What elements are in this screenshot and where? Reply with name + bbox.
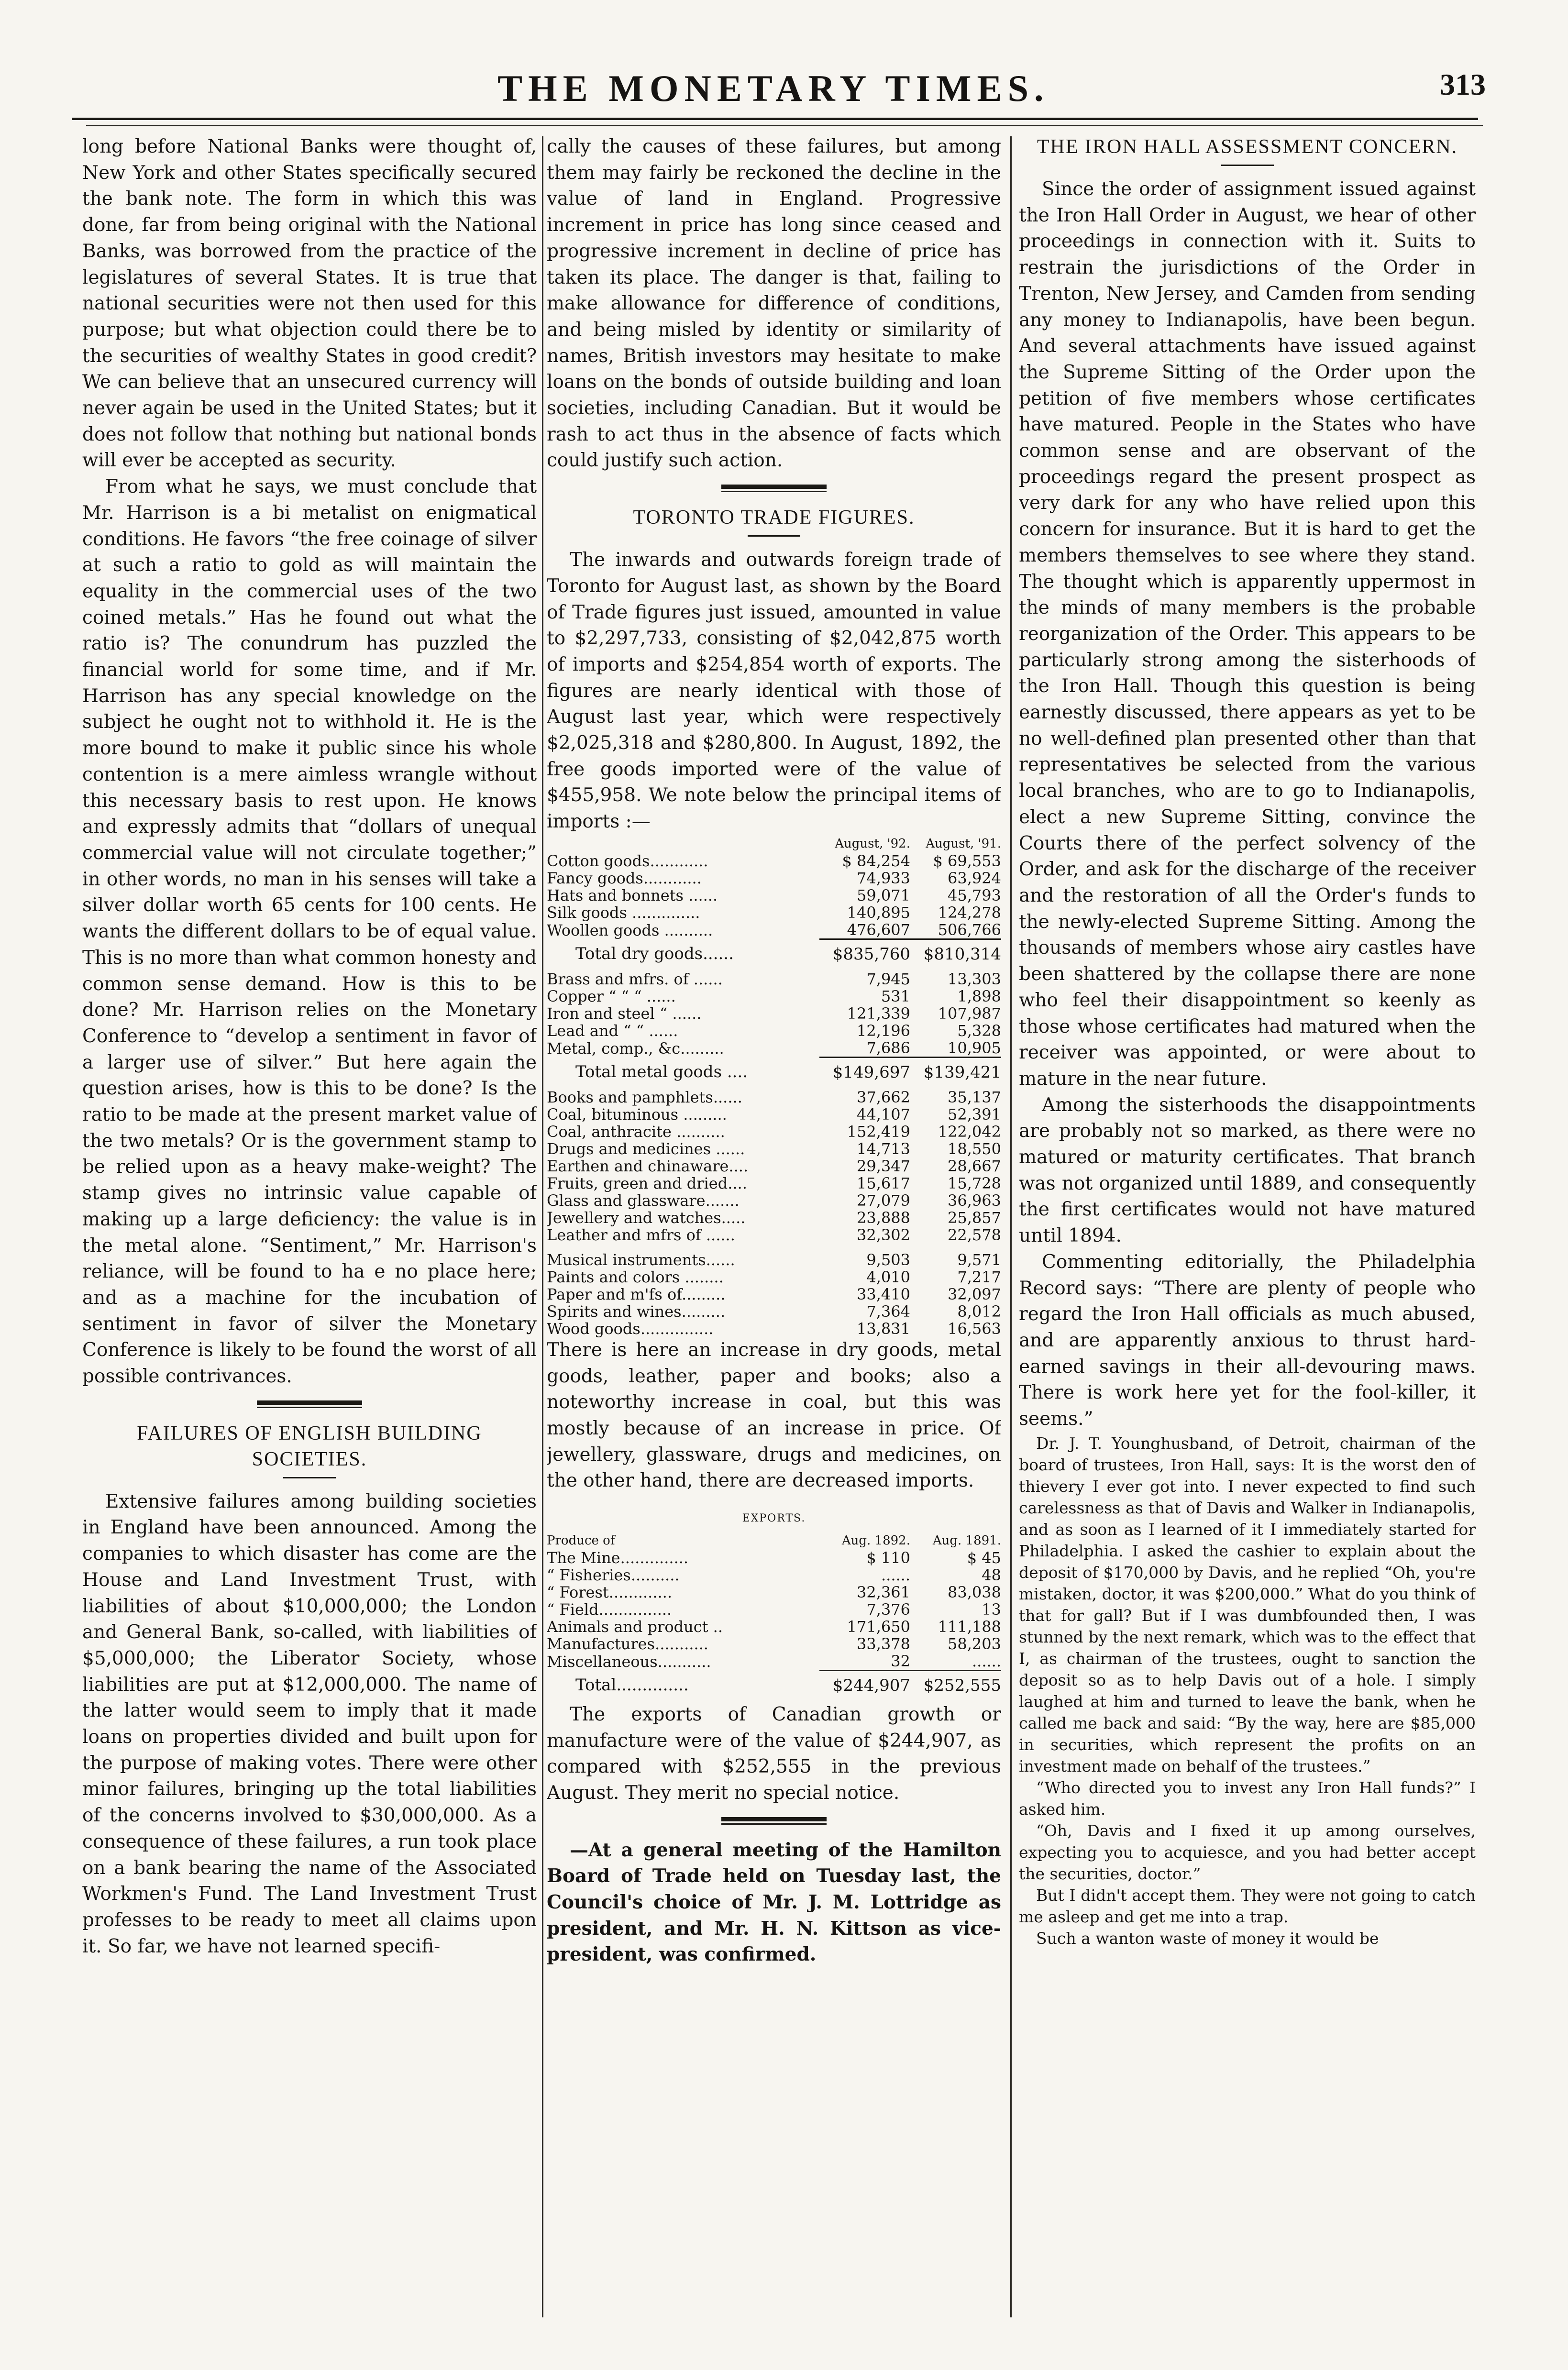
row-value: ...... xyxy=(972,1652,1001,1670)
row-label: Paper and m'fs of......... xyxy=(547,1285,726,1303)
row-value: 506,766 xyxy=(938,920,1001,939)
heading-rule xyxy=(748,535,800,537)
paragraph: Extensive failures among building societies in England have been announced. Among the companies to which disaster has come are the House and Land Investment Trust, with liabilities of about $10,000,000; the London and General Bank, so-called, with liabilities of $5,000,000; the Liberator Society, whose liabilities are put at $12,000,000. The name of the latter would seem to imply that it made loans on properties divided and built upon for the purpose of making votes. There were other minor failures, bringing up the total liabilities of the concerns involved to $30,000,000. As a consequence of these failures, a run took place on a bank bearing the name of the Associated Workmen's Fund. The Land Investment Trust professes to be ready to meet all claims upon it. So far, we have not learned specifi- xyxy=(82,1490,537,1957)
header-rule-thin xyxy=(86,125,1483,126)
row-value: 23,888 xyxy=(857,1208,910,1227)
row-value: 7,376 xyxy=(866,1600,910,1619)
row-label: Total.............. xyxy=(575,1676,689,1695)
table-row xyxy=(547,1303,1001,1320)
row-value: 15,617 xyxy=(857,1174,910,1192)
table-header-row xyxy=(547,835,1001,852)
section-separator-thin xyxy=(257,1407,362,1408)
table-row xyxy=(547,1005,1001,1022)
row-label: Jewellery and watches..... xyxy=(547,1208,746,1227)
table-row xyxy=(547,1549,1001,1566)
row-value: 13 xyxy=(982,1600,1001,1619)
page-number: 313 xyxy=(1440,67,1486,101)
total-row xyxy=(547,1670,1001,1702)
column-1 xyxy=(82,134,537,2315)
quotation-block xyxy=(1019,1433,1476,1949)
row-label: Miscellaneous........... xyxy=(547,1652,711,1671)
row-label: Iron and steel “ ...... xyxy=(547,1004,702,1023)
row-label: Musical instruments...... xyxy=(547,1250,735,1269)
row-value: 48 xyxy=(982,1565,1001,1584)
row-label: Coal, anthracite .......... xyxy=(547,1122,725,1141)
paragraph: Since the order of assignment issued against the Iron Hall Order in August, we hear of other proceedings in connection with it. Suits to restrain the jurisdictions of the Order in Trenton, New Jersey, and Camden from sending any money to Indianapolis, have been begun. And several attachments have issued against the Supreme Sitting of the Order upon the petition of five members whose certificates have matured. People in the States who have common sense and are observant of the proceedings regard the present prospect as very dark for any who have relied upon this concern for insurance. But it is hard to get the members themselves to see where they stand. The thought which is apparently uppermost in the minds of many members is the probable reorganization of the Order. This appears to be particularly strong among the sisterhoods of the Iron Hall. Though this question is being earnestly discussed, there appears as yet to be no well-defined plan presented other than that representatives be selected from the various local branches, who are to go to Indianapolis, elect a new Supreme Sitting, convince the Courts there of the perfect solvency of the Order, and ask for the discharge of the receiver and the restoration of all the Order's funds to the newly-elected Supreme Sitting. Among the thousands of members whose airy castles have been shattered by the collapse there are none who feel their disappointment so keenly as those whose certificates had matured when the receiver was appointed, or were about to mature in the near future. xyxy=(1019,178,1476,1090)
row-value: 124,278 xyxy=(938,903,1001,922)
table-row xyxy=(547,852,1001,870)
section-heading: FAILURES OF ENGLISH BUILDING SOCIETIES. xyxy=(137,1422,482,1470)
publication-title: THE MONETARY TIMES. xyxy=(497,67,1049,109)
row-value: 122,042 xyxy=(938,1122,1001,1141)
row-value: 531 xyxy=(881,987,910,1005)
quote-paragraph: But I didn't accept them. They were not going to catch me asleep and get me into a trap. xyxy=(1019,1885,1476,1926)
row-label: Drugs and medicines ...... xyxy=(547,1139,745,1158)
row-value: 33,378 xyxy=(857,1634,910,1653)
table-row xyxy=(547,1584,1001,1601)
table-row xyxy=(547,887,1001,904)
row-value: 52,391 xyxy=(948,1105,1001,1124)
row-value: 36,963 xyxy=(948,1191,1001,1210)
table-row xyxy=(547,1286,1001,1303)
column-2 xyxy=(547,134,1001,2315)
paragraph: The inwards and outwards foreign trade of Toronto for August last, as shown by the Board of Trade figures just issued, amounted in value to $2,297,733, consisting of $2,042,875 worth of imports and $254,854 worth of exports. The figures are nearly identical with those of August last year, which were respectively $2,025,318 and $280,800. In August, 1892, the free goods imported were of the value of $455,958. We note below the principal items of imports :— xyxy=(547,549,1001,833)
row-label: “ Fisheries.......... xyxy=(547,1565,680,1584)
column-header: August, '91. xyxy=(926,836,1001,851)
table-row xyxy=(547,1140,1001,1157)
table-row xyxy=(547,1653,1001,1671)
column-header: August, '92. xyxy=(835,836,910,851)
row-value: ...... xyxy=(881,1565,910,1584)
row-label: Metal, comp., &c......... xyxy=(547,1039,724,1058)
row-value: 74,933 xyxy=(857,869,910,887)
quote-paragraph: Such a wanton waste of money it would be xyxy=(1036,1929,1379,1948)
section-separator xyxy=(257,1400,362,1405)
row-value: 7,686 xyxy=(866,1038,910,1057)
column-divider-1 xyxy=(542,136,543,2317)
row-value: $835,760 xyxy=(819,939,910,970)
row-value: $ 84,254 xyxy=(842,851,910,870)
row-label: Manufactures........... xyxy=(547,1634,708,1653)
row-label: Fancy goods............ xyxy=(547,869,702,887)
table-row xyxy=(547,1106,1001,1123)
row-value: 37,662 xyxy=(857,1088,910,1106)
row-label: Earthen and chinaware.... xyxy=(547,1157,749,1175)
row-value: $139,421 xyxy=(910,1057,1001,1089)
column-header: Produce of xyxy=(547,1533,615,1548)
total-row xyxy=(547,939,1001,970)
row-value: 8,012 xyxy=(957,1302,1001,1321)
section-separator-thin xyxy=(721,491,827,492)
row-value: $244,907 xyxy=(819,1670,910,1702)
row-label: “ Field............... xyxy=(547,1600,672,1619)
exports-table xyxy=(547,1532,1001,1702)
exports-title: EXPORTS. xyxy=(742,1512,806,1525)
row-label: Hats and bonnets ...... xyxy=(547,886,718,904)
row-label: Animals and product .. xyxy=(547,1617,723,1636)
row-value: 107,987 xyxy=(938,1004,1001,1023)
row-value: 5,328 xyxy=(957,1021,1001,1040)
row-value: $ 110 xyxy=(866,1548,910,1567)
paragraph: long before National Banks were thought of, New York and other States specifically secured the bank note. The form in which this was done, far from being original with the National Banks, was borrowed from the practice of the legislatures of several States. It is true that national securities were not then used for this purpose; but what objection could there be to the securities of wealthy States in good credit? We can believe that an unsecured currency will never again be used in the United States; but it does not follow that nothing but national bonds will ever be accepted as security. xyxy=(82,136,537,472)
news-item: —At a general meeting of the Hamilton Board of Trade held on Tuesday last, the Council's choice of Mr. J. M. Lottridge as president, and Mr. H. N. Kittson as vice-president, was confirmed. xyxy=(547,1839,1001,1966)
header-rule-thick xyxy=(72,118,1478,120)
row-value: $ 45 xyxy=(967,1548,1001,1567)
table-row xyxy=(547,1192,1001,1209)
row-value: $149,697 xyxy=(819,1057,910,1089)
row-value: 9,571 xyxy=(957,1250,1001,1269)
row-value: 32,361 xyxy=(857,1583,910,1601)
quote-paragraph: “Oh, Davis and I fixed it up among ourselves, expecting you to acquiesce, and you had better accept the securities, doctor.” xyxy=(1019,1821,1476,1883)
table-row xyxy=(547,1175,1001,1192)
row-value: 35,137 xyxy=(948,1088,1001,1106)
row-label: Copper “ “ “ ...... xyxy=(547,987,676,1005)
row-value: 140,895 xyxy=(847,903,910,922)
table-row xyxy=(547,1123,1001,1140)
table-row xyxy=(547,904,1001,921)
paragraph: There is here an increase in dry goods, metal goods, leather, paper and books; also a noteworthy increase in coal, but this was mostly because of an increase in price. Of jewellery, glassware, drugs and medicines, on the other hand, there are decreased imports. xyxy=(547,1339,1001,1492)
table-row xyxy=(547,1089,1001,1106)
row-value: 7,364 xyxy=(866,1302,910,1321)
row-value: 32,302 xyxy=(857,1225,910,1244)
table-row xyxy=(547,1268,1001,1286)
row-value: 7,945 xyxy=(866,970,910,988)
row-value: 45,793 xyxy=(948,886,1001,904)
masthead xyxy=(0,0,1568,110)
quote-paragraph: Dr. J. T. Younghusband, of Detroit, chairman of the board of trustees, Iron Hall, says: It is the worst den of thievery I ever got into. I never expected to find such carelessness as that of Davis and Walker in Indianapolis, and as soon as I learned of it I immediately started for Philadelphia. I asked the cashier to explain about the deposit of $170,000 by Davis, and he replied “Oh, you're mistaken, doctor, it was $200,000.” What do you think of that for gall? But if I was dumbfounded then, I was stunned by the next remark, which was to the effect that I, as chairman of the trustees, ought to sanction the deposit so as to help Davis out of a hole. I simply laughed at him and turned to leave the bank, when he called me back and said: “By the way, here are $85,000 in securities, which represent the profits on an investment made on behalf of the trustees.” xyxy=(1019,1433,1476,1775)
row-value: 27,079 xyxy=(857,1191,910,1210)
table-row xyxy=(547,1601,1001,1618)
section-separator-thin xyxy=(721,1823,827,1825)
column-header: Aug. 1892. xyxy=(841,1533,910,1548)
row-value: 58,203 xyxy=(948,1634,1001,1653)
row-label: Woollen goods .......... xyxy=(547,921,713,939)
row-value: 121,339 xyxy=(847,1004,910,1023)
row-value: 10,905 xyxy=(948,1038,1001,1057)
row-label: Glass and glassware....... xyxy=(547,1191,740,1210)
row-label: Fruits, green and dried.... xyxy=(547,1174,747,1192)
row-value: 13,831 xyxy=(857,1319,910,1338)
table-row xyxy=(547,1635,1001,1653)
row-value: 32 xyxy=(891,1652,910,1670)
row-value: 44,107 xyxy=(857,1105,910,1124)
table-row xyxy=(547,970,1001,988)
row-value: 476,607 xyxy=(847,920,910,939)
table-row xyxy=(547,1157,1001,1175)
row-value: 171,650 xyxy=(847,1617,910,1636)
column-3 xyxy=(1019,134,1476,2315)
row-value: 111,188 xyxy=(938,1617,1001,1636)
table-row xyxy=(547,1251,1001,1268)
paragraph: From what he says, we must conclude that Mr. Harrison is a bi metalist on enigmatical conditions. He favors “the free coinage of silver at such a ratio to gold as will maintain the equality in the commercial uses of the two coined metals.” Has he found out what the ratio is? The conundrum has puzzled the financial world for some time, and if Mr. Harrison has any special knowledge on the subject he ought not to withhold it. He is the more bound to make it public since his whole contention is a mere aimless wrangle without this necessary basis to rest upon. He knows and expressly admits that “dollars of unequal commercial value will not circulate together;” in other words, no man in his senses will take a silver dollar worth 65 cents for 100 cents. He wants the different dollars to be of equal value. This is no more than what common honesty and common sense demand. How is this to be done? Mr. Harrison relies on the Monetary Conference to “develop a sentiment in favor of a larger use of silver.” But here again the question arises, how is this to be done? Is the ratio to be made at the present market value of the two metals? Or is the government stamp to be relied upon as a heavy make-weight? The stamp gives no intrinsic value capable of making up a large deficiency: the value is in the metal alone. “Sentiment,” Mr. Harrison's reliance, will be found to ha e no place here; and as a machine for the incubation of sentiment in favor of silver the Monetary Conference is likely to be found the worst of all possible contrivances. xyxy=(82,476,537,1388)
row-value: 22,578 xyxy=(948,1225,1001,1244)
table-row xyxy=(547,1320,1001,1337)
row-value: 152,419 xyxy=(847,1122,910,1141)
table-row xyxy=(547,1039,1001,1058)
table-row xyxy=(547,1566,1001,1584)
row-value: 14,713 xyxy=(857,1139,910,1158)
row-value: 83,038 xyxy=(948,1583,1001,1601)
row-value: 32,097 xyxy=(948,1285,1001,1303)
row-label: Wood goods............... xyxy=(547,1319,714,1338)
row-value: 16,563 xyxy=(948,1319,1001,1338)
row-value: $252,555 xyxy=(910,1670,1001,1702)
row-label: Total metal goods .... xyxy=(575,1062,748,1082)
row-value: 15,728 xyxy=(948,1174,1001,1192)
row-label: Silk goods .............. xyxy=(547,903,700,922)
row-value: 18,550 xyxy=(948,1139,1001,1158)
row-value: 63,924 xyxy=(948,869,1001,887)
table-row xyxy=(547,1209,1001,1226)
row-value: 29,347 xyxy=(857,1157,910,1175)
row-value: $ 69,553 xyxy=(933,851,1001,870)
row-value: 33,410 xyxy=(857,1285,910,1303)
row-label: Cotton goods............ xyxy=(547,851,708,870)
row-value: $810,314 xyxy=(910,939,1001,970)
row-value: 59,071 xyxy=(857,886,910,904)
column-header: Aug. 1891. xyxy=(932,1533,1001,1548)
row-label: The Mine.............. xyxy=(547,1548,689,1567)
heading-rule xyxy=(283,1477,336,1478)
section-heading: TORONTO TRADE FIGURES. xyxy=(633,507,915,529)
quote-paragraph: “Who directed you to invest any Iron Hall funds?” I asked him. xyxy=(1019,1778,1476,1819)
section-heading: THE IRON HALL ASSESSMENT CONCERN. xyxy=(1037,136,1458,158)
row-value: 12,196 xyxy=(857,1021,910,1040)
heading-rule xyxy=(1221,165,1274,166)
row-label: Spirits and wines......... xyxy=(547,1302,726,1321)
section-separator xyxy=(721,485,827,489)
table-row xyxy=(547,1618,1001,1635)
table-row xyxy=(547,921,1001,939)
paragraph: cally the causes of these failures, but among them may fairly be reckoned the decline in the value of land in England. Progressive increment in price has long since ceased and progressive increment in decline of price has taken its place. The danger is that, failing to make allowance for difference of conditions, and being misled by identity or similarity of names, British investors may hesitate to make loans on the bonds of outside building and loan societies, including Canadian. But it would be rash to act thus in the absence of facts which could justify such action. xyxy=(547,136,1001,472)
row-label: Total dry goods...... xyxy=(575,944,734,964)
total-row xyxy=(547,1057,1001,1089)
paragraph: Among the sisterhoods the disappointments are probably not so marked, as there were no matured or maturity certificates. That branch was not organized until 1889, and consequently the first certificates would not have matured until 1894. xyxy=(1019,1094,1476,1247)
row-value: 25,857 xyxy=(948,1208,1001,1227)
table-row xyxy=(547,870,1001,887)
row-label: Brass and mfrs. of ...... xyxy=(547,970,723,988)
paragraph: Commenting editorially, the Philadelphia Record says: “There are plenty of people who regard the Iron Hall officials as much abused, and are apparently anxious to thrust hard-earned savings in their all-devouring maws. There is work here yet for the fool-killer, it seems.” xyxy=(1019,1251,1476,1430)
table-row xyxy=(547,988,1001,1005)
row-label: Paints and colors ........ xyxy=(547,1268,724,1286)
row-label: Leather and mfrs of ...... xyxy=(547,1225,735,1244)
column-divider-2 xyxy=(1010,136,1012,2317)
row-value: 9,503 xyxy=(866,1250,910,1269)
row-label: Coal, bituminous ......... xyxy=(547,1105,727,1124)
row-value: 7,217 xyxy=(957,1268,1001,1286)
row-label: Lead and “ “ ...... xyxy=(547,1021,678,1040)
row-label: “ Forest............. xyxy=(547,1583,672,1601)
section-separator xyxy=(721,1817,827,1821)
row-value: 1,898 xyxy=(957,987,1001,1005)
imports-table xyxy=(547,835,1001,1337)
table-row xyxy=(547,1226,1001,1244)
table-row xyxy=(547,1022,1001,1039)
row-label: Books and pamphlets...... xyxy=(547,1088,742,1106)
paragraph: The exports of Canadian growth or manufacture were of the value of $244,907, as compared with $252,555 in the previous August. They merit no special notice. xyxy=(547,1703,1001,1804)
row-value: 13,303 xyxy=(948,970,1001,988)
row-value: 28,667 xyxy=(948,1157,1001,1175)
row-value: 4,010 xyxy=(866,1268,910,1286)
table-header-row xyxy=(547,1532,1001,1549)
